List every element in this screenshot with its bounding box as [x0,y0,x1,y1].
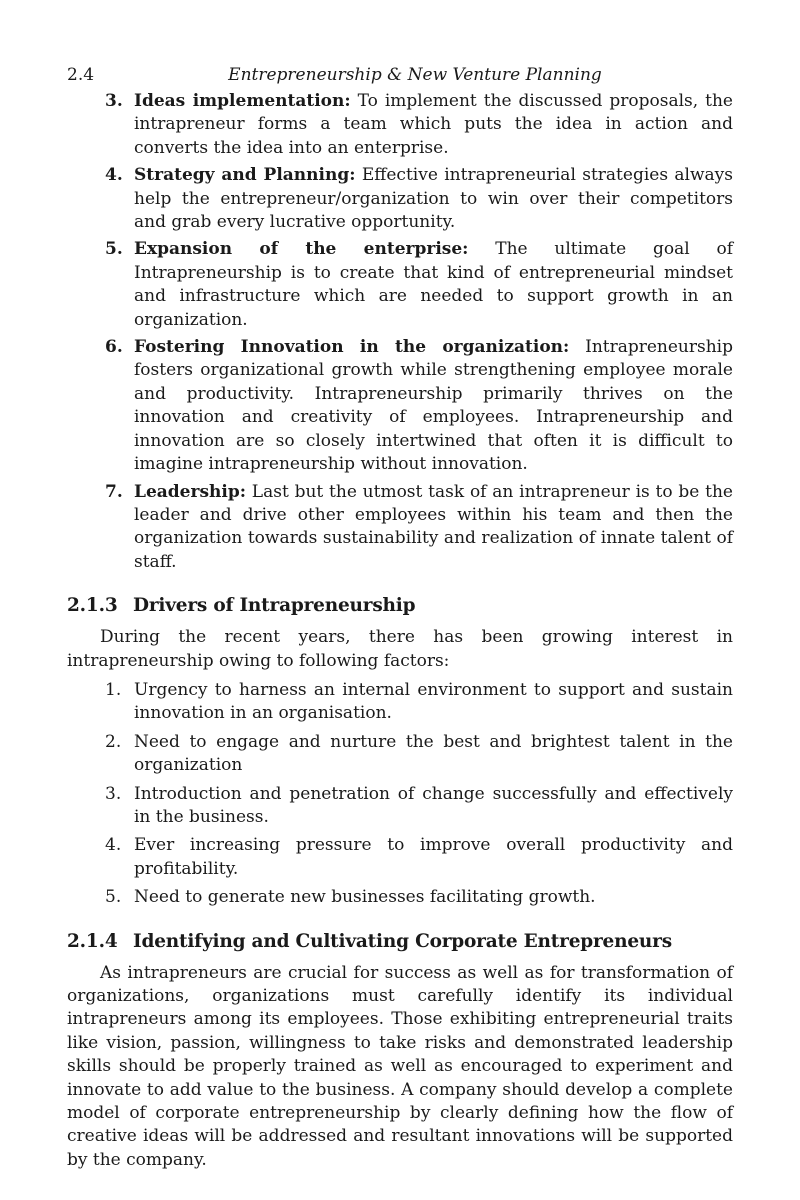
list-item-text: Effective intrapreneurial strategies always help the entrepreneur/organization to win over their competitors and grab every lucrative opportunity. [134,165,733,233]
list-item [67,679,733,726]
list-item-lead: Leadership: [134,481,246,502]
list-item [67,834,733,881]
section-number: 2.1.4 [67,930,118,952]
list-item-text: Urgency to harness an internal environment to support and sustain innovation in an organisation. [134,679,733,724]
section-title: Identifying and Cultivating Corporate Entrepreneurs [133,930,672,952]
section-heading-drivers [67,594,733,618]
book-page [67,62,733,1178]
section-body-paragraph: As intrapreneurs are crucial for success as well as for transformation of organizations, organizations must carefully identify its individual intrapreneurs among its employees. Those exhibiting entrepreneurial traits like vision, passion, willingness to take risks and demonstrated leadership skills should be properly trained as well as encouraged to experiment and innovate to add value to the business. A company should develop a complete model of corporate entrepreneurship by clearly defining how the flow of creative ideas will be addressed and resultant innovations will be supported by the company. [67,962,733,1170]
list-item [67,90,733,160]
list-item [67,336,733,476]
running-header [67,62,733,88]
list-item [67,481,733,575]
list-item [67,783,733,830]
page-number: 2.4 [67,65,95,85]
list-item-text: Intrapreneurship fosters organizational growth while strengthening employee morale and productivity. Intrapreneurship primarily thrives on the innovation and creativity of employees. Intrapreneurship and innovation are so closely intertwined that often it is difficult to imagine intrapreneurship without innovation. [134,337,734,475]
section-intro-paragraph: During the recent years, there has been growing interest in intrapreneurship owing to following factors: [67,627,733,671]
list-item-text: Need to engage and nurture the best and brightest talent in the organization [134,731,733,776]
list-item-lead: Fostering Innovation in the organization: [134,337,570,358]
list-item-text: Ever increasing pressure to improve overall productivity and profitability. [134,835,733,879]
list-item-number: 3. [105,91,123,111]
section-title: Drivers of Intrapreneurship [133,595,416,617]
book-title: Entrepreneurship & New Venture Planning [228,65,602,85]
list-item-text: Last but the utmost task of an intrapreneur is to be the leader and drive other employees within his team and then the organization towards sustainability and realization of innate talent of staff. [134,481,733,572]
list-item [67,164,733,234]
drivers-list [67,679,733,910]
list-item-number: 4. [105,835,122,856]
list-item-number: 1. [105,679,122,700]
list-item-text: Need to generate new businesses facilitating growth. [134,887,596,908]
list-item-lead: Strategy and Planning: [134,165,356,186]
list-item-number: 4. [105,165,123,186]
section-number: 2.1.3 [67,595,118,617]
list-item-lead: Expansion of the enterprise: [134,239,469,260]
list-item-text: To implement the discussed proposals, the intrapreneur forms a team which puts the idea in action and converts the idea into an enterprise. [134,91,733,158]
list-item-lead: Ideas implementation: [134,91,351,111]
list-item [67,731,733,778]
list-item-number: 5. [105,239,123,260]
intrapreneur-roles-list [67,90,733,574]
list-item [67,238,733,332]
page-body [67,90,733,1172]
section-heading-identifying [67,930,733,954]
list-item [67,886,733,909]
list-item-text: The ultimate goal of Intrapreneurship is to create that kind of entrepreneurial mindset and infrastructure which are needed to support growth in an organization. [134,239,733,330]
list-item-number: 5. [105,887,122,908]
list-item-number: 2. [105,731,122,752]
list-item-number: 6. [105,337,123,358]
list-item-number: 7. [105,481,123,502]
list-item-number: 3. [105,783,122,804]
list-item-text: Introduction and penetration of change successfully and effectively in the business. [134,783,733,827]
